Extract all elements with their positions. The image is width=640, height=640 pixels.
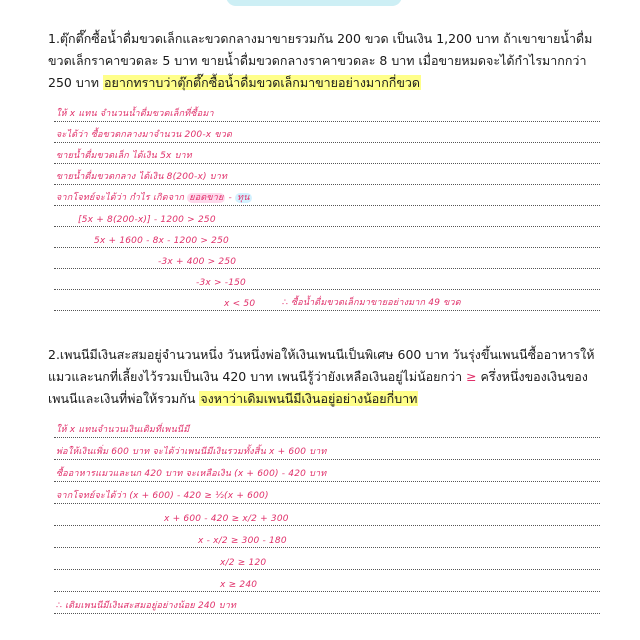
top-tab-decoration xyxy=(226,0,402,6)
answer-line xyxy=(54,464,600,482)
handwritten-text: พ่อให้เงินเพิ่ม 600 บาท จะได้ว่าเพนนีมีเงินรวมทั้งสิ้น x + 600 บาท xyxy=(56,447,327,457)
answer-line xyxy=(54,188,600,206)
handwritten-text: ขายน้ำดื่มขวดกลาง ได้เงิน 8(200-x) บาท xyxy=(56,172,228,182)
handwritten-text: x < 50 xyxy=(224,299,256,309)
handwritten-text: ∴ ซื้อน้ำดื่มขวดเล็กมาขายอย่างมาก 49 ขวด xyxy=(282,298,461,308)
answer-line xyxy=(54,420,600,438)
answer-line xyxy=(54,104,600,122)
question-1-text: 1.ตุ๊กตึ๊กซื้อน้ำดื่มขวดเล็กและขวดกลางมาขายรวมกัน 200 ขวด เป็นเงิน 1,200 บาท ถ้าเขาขายน้ำดื่มขวดเล็กราคาขวดละ 5 บาท ขายน้ำดื่มขวดกลางราคาขวดละ 8 บาท เมื่อขายหมดจะได้กำไรมากกว่า 250 บาท xyxy=(48,31,593,90)
question-1 xyxy=(48,28,600,94)
answer-line xyxy=(54,486,600,504)
answer-line xyxy=(54,552,600,570)
answer-line xyxy=(54,530,600,548)
handwritten-text: ให้ x แทนจำนวนเงินเดิมที่เพนนีมี xyxy=(56,425,190,435)
handwritten-text: 5x + 1600 - 8x - 1200 > 250 xyxy=(94,236,229,246)
handwritten-text: x - x/2 ≥ 300 - 180 xyxy=(198,536,287,546)
handwritten-text: จากโจทย์จะได้ว่า กำไร เกิดจาก ยอดขาย - ทุน xyxy=(56,193,250,203)
question-2 xyxy=(48,344,600,410)
answer-line xyxy=(54,442,600,460)
answer-line xyxy=(54,167,600,185)
question-1-highlight: อยากทราบว่าตุ๊กตึ๊กซื้อน้ำดื่มขวดเล็กมาขายอย่างมากกี่ขวด xyxy=(104,75,421,90)
handwritten-text: จะได้ว่า ซื้อขวดกลางมาจำนวน 200-x ขวด xyxy=(56,130,233,140)
inequality-mark: ≥ xyxy=(466,369,477,384)
highlight-pink: ยอดขาย xyxy=(189,193,224,203)
handwritten-text: x + 600 - 420 ≥ x/2 + 300 xyxy=(164,514,289,524)
answer-line xyxy=(54,209,600,227)
handwritten-text: ขายน้ำดื่มขวดเล็ก ได้เงิน 5x บาท xyxy=(56,151,192,161)
question-2-highlight: จงหาว่าเดิมเพนนีมีเงินอยู่อย่างน้อยกี่บาท xyxy=(200,391,418,406)
handwritten-text: ∴ เดิมเพนนีมีเงินสะสมอยู่อย่างน้อย 240 บาท xyxy=(56,601,237,611)
handwritten-text: -3x > -150 xyxy=(196,278,246,288)
answer-line xyxy=(54,146,600,164)
answer-line xyxy=(54,251,600,269)
handwritten-text: x/2 ≥ 120 xyxy=(220,558,267,568)
handwritten-text: x ≥ 240 xyxy=(220,580,258,590)
answer-line xyxy=(54,574,600,592)
answer-line xyxy=(54,596,600,614)
handwritten-text: จากโจทย์จะได้ว่า กำไร เกิดจาก xyxy=(56,193,188,203)
answer-line xyxy=(54,508,600,526)
handwritten-text: -3x + 400 > 250 xyxy=(158,257,237,267)
handwritten-text: [5x + 8(200-x)] - 1200 > 250 xyxy=(78,215,216,225)
highlight-blue: ทุน xyxy=(237,193,250,203)
answer-line xyxy=(54,230,600,248)
handwritten-text: จากโจทย์จะได้ว่า (x + 600) - 420 ≥ ½(x + 600) xyxy=(56,491,269,501)
handwritten-text: ซื้ออาหารแมวและนก 420 บาท จะเหลือเงิน (x + 600) - 420 บาท xyxy=(56,469,327,479)
answer-line xyxy=(54,293,600,311)
answer-line xyxy=(54,125,600,143)
question-2-text: 2.เพนนีมีเงินสะสมอยู่จำนวนหนึ่ง วันหนึ่งพ่อให้เงินเพนนีเป็นพิเศษ 600 บาท วันรุ่งขึ้นเพนนีซื้ออาหารให้แมวและนกที่เลี้ยงไว้รวมเป็นเงิน 420 บาท เพนนีรู้ว่ายังเหลือเงินอยู่ไม่น้อยกว่า xyxy=(48,347,595,384)
answer-line xyxy=(54,272,600,290)
question-2-text-continued: ครึ่งหนึ่งของเงินของเพนนีและเงินที่พ่อให้รวมกัน xyxy=(48,369,588,406)
handwritten-text: ให้ x แทน จำนวนน้ำดื่มขวดเล็กที่ซื้อมา xyxy=(56,109,214,119)
